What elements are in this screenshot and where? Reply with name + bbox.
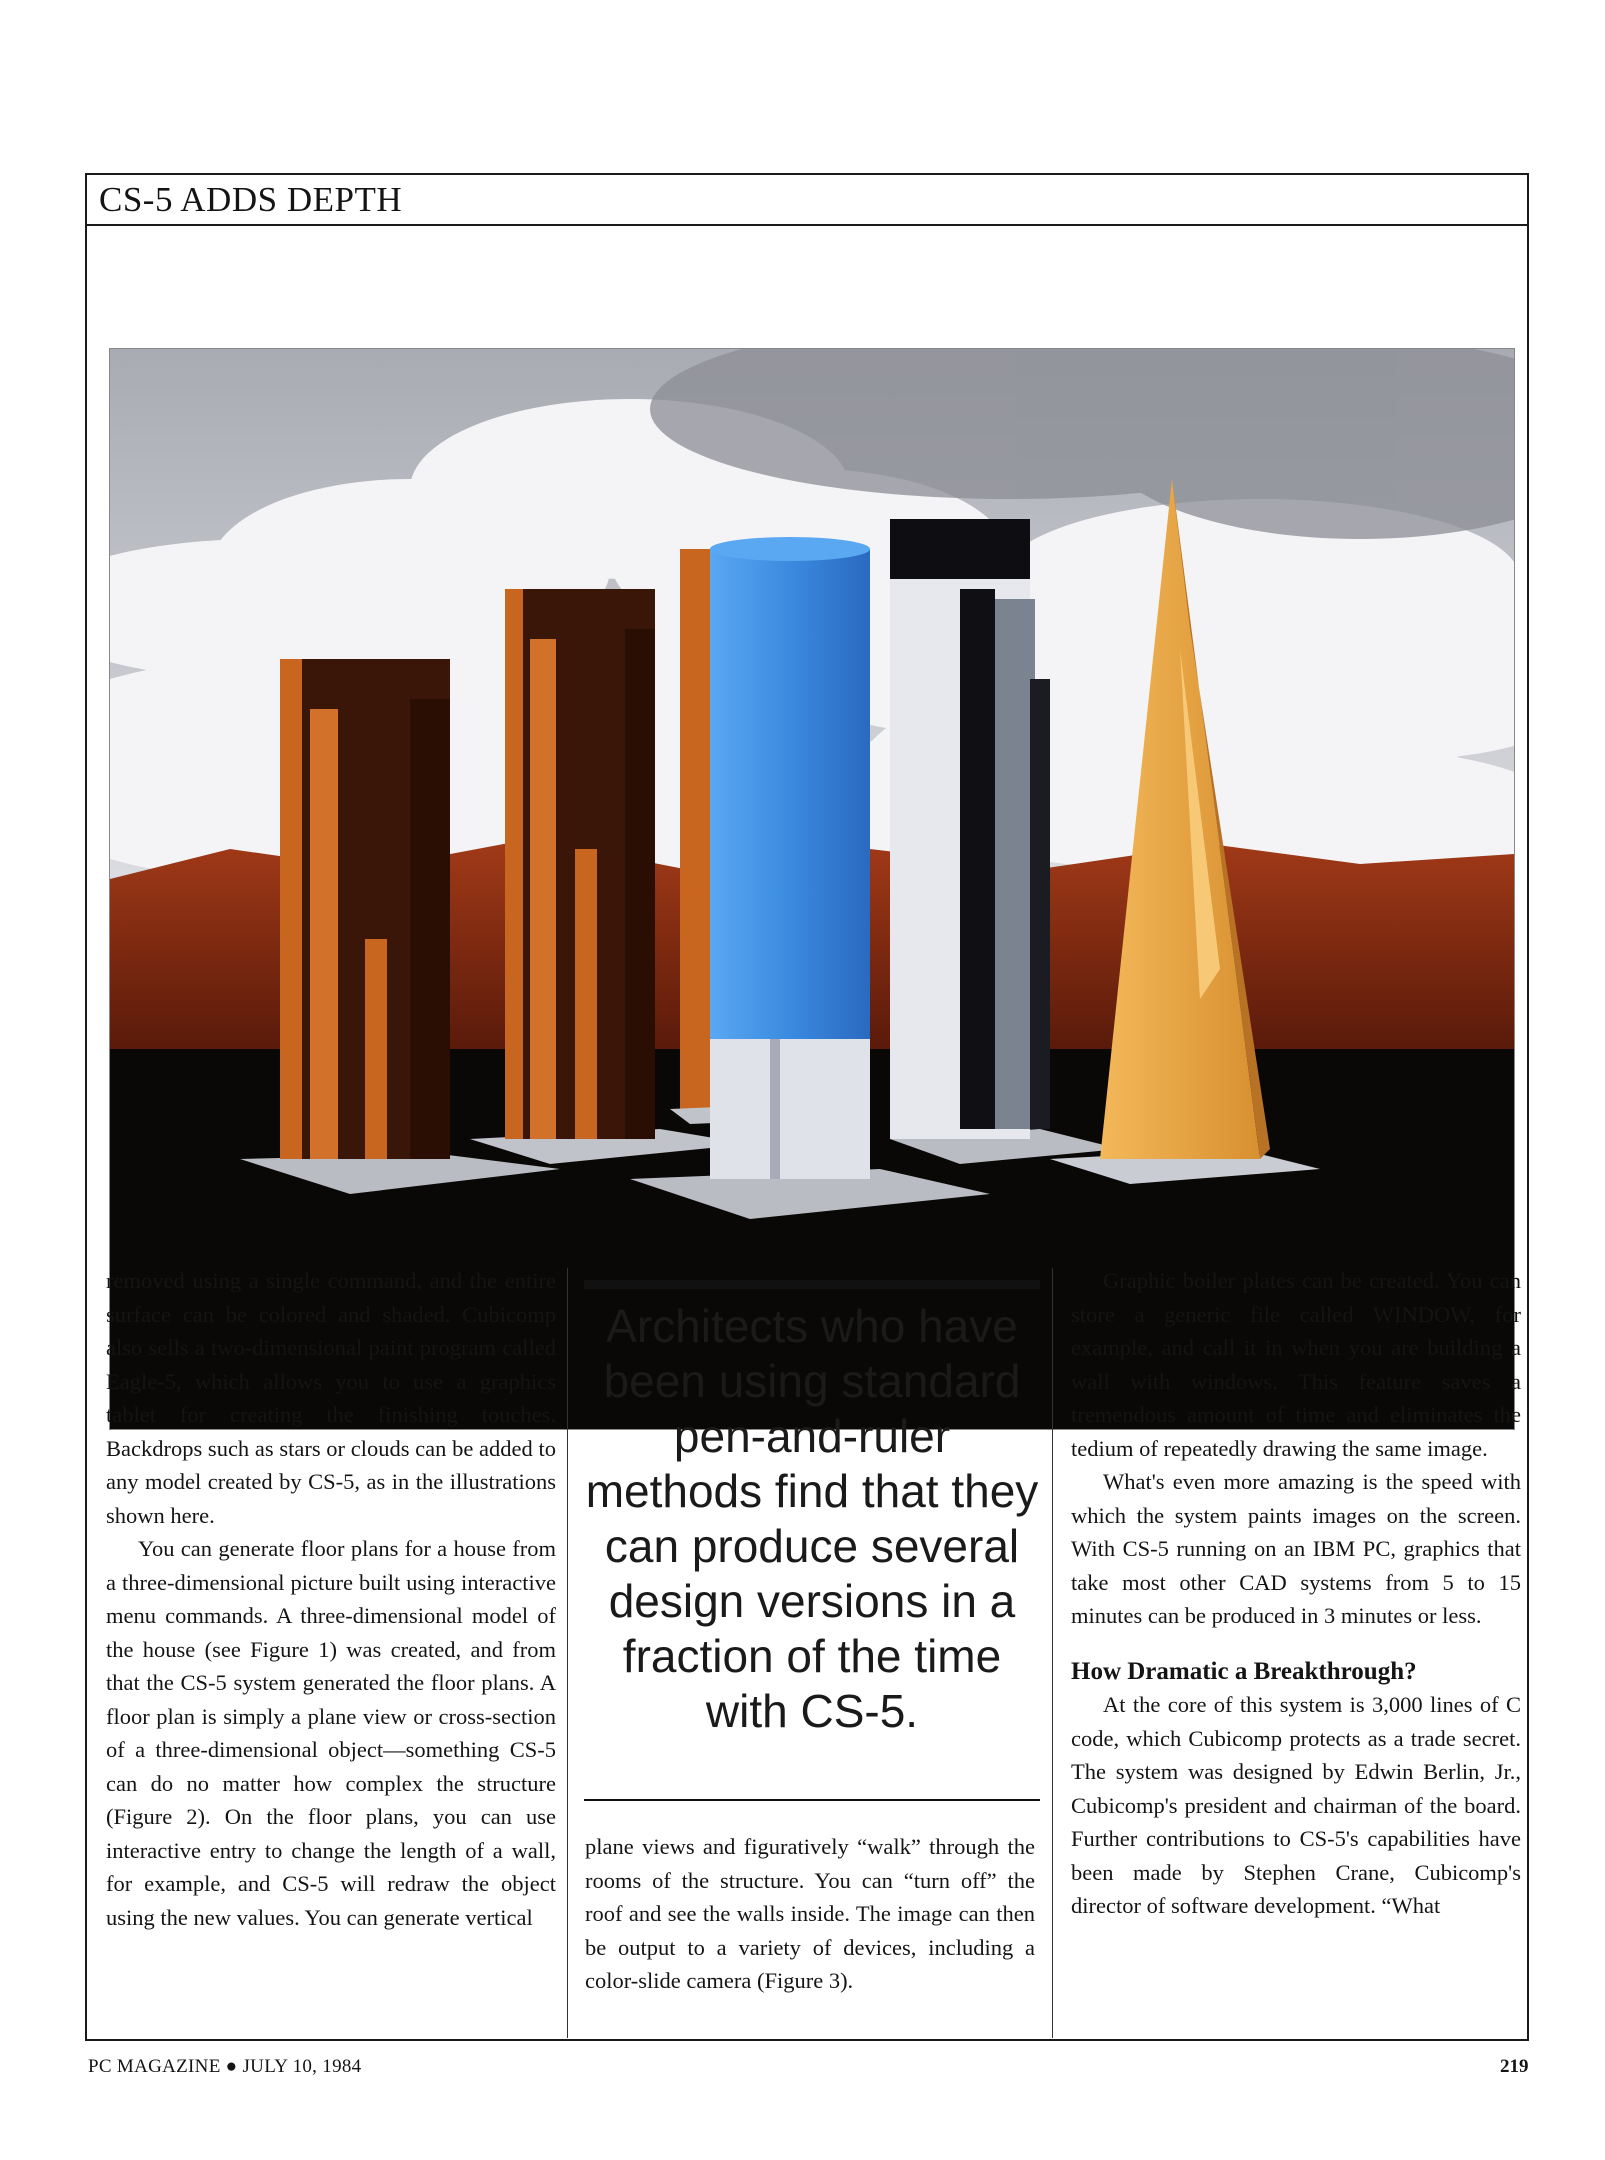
section-title: CS-5 ADDS DEPTH <box>99 180 403 219</box>
paragraph: Graphic boiler plates can be created. You can store a generic file called WINDOW, for example, and call it in when you are building a wall with windows. This feature saves a tremendous amount of time and eliminates the tedium of repeatedly drawing the same image. <box>1071 1268 1521 1461</box>
paragraph: At the core of this system is 3,000 lines of C code, which Cubicomp protects as a trade secret. The system was designed by Edwin Berlin, Jr., Cubicomp's president and chairman of the board. Further contributions to CS-5's capabilities have been made by Stephen Crane, Cubicomp's director of software development. “What <box>1071 1692 1521 1918</box>
paragraph: You can generate floor plans for a house from a three-dimensional picture built using interactive menu commands. A three-dimensional model of the house (see Figure 1) was created, and from that the CS-5 system generated the floor plans. A floor plan is simply a plane view or cross-section of a three-dimensional object—something CS-5 can do no matter how complex the structure (Figure 2). On the floor plans, you can use interactive entry to change the length of a wall, for example, and CS-5 will redraw the object using the new values. You can generate vertical <box>106 1536 556 1930</box>
column-divider <box>567 1268 568 2038</box>
column-middle <box>585 1830 1035 1998</box>
page-number: 219 <box>1500 2056 1529 2077</box>
footer-publication: PC MAGAZINE ● JULY 10, 1984 <box>88 2056 362 2077</box>
paragraph: removed using a single command, and the entire surface can be colored and shaded. Cubicomp also sells a two-dimensional paint program called Eagle-5, which allows you to use a graphics tablet for creating the finishing touches. Backdrops such as stars or clouds can be added to any model created by CS-5, as in the illustrations shown here. <box>106 1268 556 1528</box>
column-right <box>1071 1264 1521 1923</box>
column-divider <box>1052 1268 1053 2038</box>
paragraph: plane views and figuratively “walk” through the rooms of the structure. You can “turn off” the roof and see the walls inside. The image can then be output to a variety of devices, including a color-slide camera (Figure 3). <box>585 1834 1035 1993</box>
column-left <box>106 1264 556 1934</box>
subheading: How Dramatic a Breakthrough? <box>1071 1657 1417 1685</box>
pull-quote <box>584 1280 1040 1801</box>
section-header <box>87 175 1527 226</box>
pull-quote-text: Architects who have been using standard pen-and-ruler methods find that they can produce several design versions in a fraction of the time with CS-5. <box>585 1300 1039 1737</box>
paragraph: What's even more amazing is the speed with which the system paints images on the screen. With CS-5 running on an IBM PC, graphics that take most other CAD systems from 5 to 15 minutes can be produced in 3 minutes or less. <box>1071 1469 1521 1628</box>
